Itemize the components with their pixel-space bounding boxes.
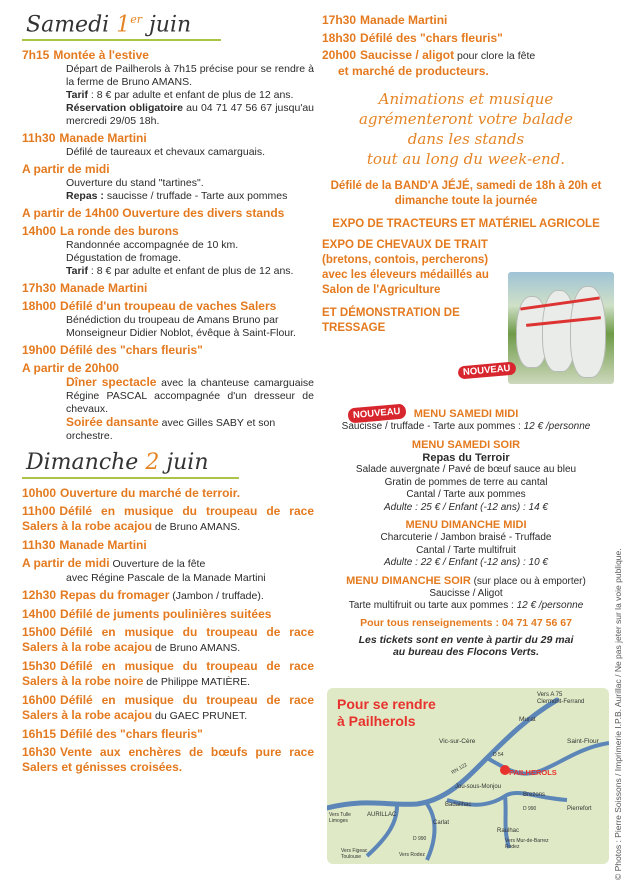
event-time: 17h30 [322,13,357,27]
event-detail: (Jambon / truffade). [169,590,264,603]
sunday-title-text: Dimanche [26,450,146,476]
event-title: Manade Martini [59,131,147,146]
menu-price: Adulte : 22 € / Enfant (-12 ans) : 10 € [384,557,548,568]
event-title: Défilé de juments poulinières suitées [60,607,272,622]
map-road-label: RN 122 [450,762,469,776]
sat-event-burons [22,224,314,278]
event-title: Manade Martini [360,13,448,27]
event-title: Défilé en musique du troupeau de race Salers à la robe acajou [22,504,314,534]
menu-price: 12 € /personne [523,421,591,432]
map-label: Jou-sous-Monjou [455,784,502,790]
event-title: A partir de 20h00 [22,361,119,376]
slogan-line: agrémenteront votre balade [358,110,574,128]
menu-price: Adulte : 25 € / Enfant (-12 ans) : 14 € [384,501,548,513]
tickets-note: au bureau des Flocons Verts. [392,646,540,658]
event-time: 16h30 [22,745,57,760]
event-title: La ronde des burons [60,224,179,239]
repas-label: Repas : [66,190,104,203]
event-title: Défilé des "chars fleuris" [60,727,203,742]
menu-item: Salade auvergnate / Pavé de bœuf sauce au bleu [355,464,577,475]
map-label: Vic-sur-Cère [439,738,476,745]
map-road-label: D 990 [523,806,537,812]
event-detail: de Philippe MATIÈRE. [143,676,250,689]
event-time: 19h00 [22,343,57,358]
event-title-line2: et marché de producteurs. [338,64,489,78]
menu-item: Saucisse / Aligot [429,587,503,599]
event-title: Défilé d'un troupeau de vaches Salers [60,299,277,314]
map-label: Brezons [523,792,546,798]
saturday-day-suffix: er [130,13,142,26]
event-time: 11h00 [22,504,56,519]
map-label-pailherols: PAILHEROLS [509,768,557,777]
sunday-event [22,625,314,656]
sunday-title [22,449,239,479]
event-detail: Départ de Pailherols à 7h15 précise pour se rendre à la ferme de Bruno AMANS. [66,63,314,89]
map-label: Vers A 75 Clermont-Ferrand [537,692,585,705]
event-time: 14h00 [22,224,57,239]
slogan-line: dans les stands [407,130,525,148]
event-title: A partir de 14h00 Ouverture des divers stands [22,206,285,221]
reservation-text: au 04 71 47 56 67 jusqu'au mercredi 29/05 18h. [66,102,314,128]
event-time: 11h30 [22,131,56,146]
sat-event-manade [22,131,314,159]
saturday-month: juin [141,12,192,38]
soiree-label: Soirée dansante [66,415,159,430]
event-detail: Bénédiction du troupeau de Amans Bruno par Monseigneur Didier Noblot, évêque à Saint-Flour. [66,314,296,340]
map-label: Vers Tulle Limoges [329,812,351,824]
sunday-day-number: 2 [145,450,160,476]
tractor-expo: EXPO DE TRACTEURS ET MATÉRIEL AGRICOLE [332,218,600,230]
event-title: Défilé des "chars fleuris" [360,31,503,45]
sun-event-aligot [322,48,610,79]
sat-event-salers [22,299,314,340]
event-title: Défilé en musique du troupeau de race Salers à la robe acajou [22,693,314,723]
sunday-event [22,486,314,501]
map-road-label: D 54 [493,752,504,758]
event-time: 15h30 [22,659,57,674]
menu-title-note: (sur place ou à emporter) [470,575,586,587]
event-title: A partir de midi [22,162,110,177]
event-time: 20h00 [322,48,357,62]
sat-event-soir [22,361,314,443]
tarif-text: : 8 € par adulte et enfant de plus de 12 ans. [87,89,294,102]
event-time: 15h00 [22,625,57,640]
event-time: 17h30 [22,281,57,296]
map-label: Saint-Flour [567,738,599,745]
map-label: Vers Rodez [399,852,425,858]
tickets-note: Les tickets sont en vente à partir du 29 mai [358,633,574,646]
menu-title: MENU DIMANCHE MIDI [405,519,527,531]
sunday-event [22,588,314,604]
event-time: 12h30 [22,588,57,603]
map-label: Badailhac [445,802,472,808]
menu-item: Cantal / Tarte aux pommes [406,489,526,500]
sunday-event [22,607,314,622]
access-map [327,688,609,864]
braiding-demo: ET DÉMONSTRATION DE TRESSAGE [322,307,460,334]
animations-slogan [322,89,610,169]
menu-subtitle: Repas du Terroir [422,451,510,464]
map-label: Raulhac [497,828,520,834]
sunday-event [22,659,314,690]
sunday-event [22,556,314,585]
menu-item: Tarte multifruit ou tarte aux pommes : [348,600,517,611]
sunday-event [22,745,314,775]
event-time: 14h00 [22,607,57,622]
menu-price: 12 € /personne [516,600,584,611]
sat-event-midi [22,162,314,203]
map-title-line: Pour se rendre [337,696,436,712]
event-detail: de Bruno AMANS. [152,642,241,655]
sat-event-stands [22,206,314,221]
map-label: Pierrefort [567,806,592,812]
slogan-line: Animations et musique [378,90,554,108]
map-road-label: D 990 [413,836,427,842]
tarif-label: Tarif [66,265,88,278]
map-label: Carlat [433,820,450,826]
menu-item: Gratin de pommes de terre au cantal [384,476,548,488]
sat-event-manade-2 [22,281,314,296]
map-label: Vers Mur-de-Barrez Rodez [505,838,549,850]
nouveau-badge: NOUVEAU [347,404,406,424]
event-title: Défilé des "chars fleuris" [60,343,203,358]
event-time: 11h30 [22,538,56,553]
event-time: 16h00 [22,693,57,708]
saturday-title [22,6,221,41]
event-title: Manade Martini [60,281,148,296]
map-title-line: à Pailherols [337,713,416,729]
event-title: Manade Martini [59,538,147,553]
event-detail: Randonnée accompagnée de 10 km. [66,239,239,252]
soiree-text: avec Gilles SABY et son orchestre. [66,417,276,443]
diner-text: avec la chanteuse camarguaise Régine PASCAL accompagnée d'un dresseur de chevaux. [66,377,314,416]
event-title: Repas du fromager [60,588,170,603]
draft-horses-photo [508,272,614,384]
sun-event-manade [322,12,610,28]
map-label: Vers Figeac Toulouse [341,848,368,860]
saturday-day-number: 1 [116,12,131,38]
reservation-label: Réservation obligatoire [66,102,183,115]
event-time: 18h30 [322,31,357,45]
diner-label: Dîner spectacle [66,375,157,390]
horse-expo: EXPO DE CHEVAUX DE TRAIT (bretons, contois, percherons) avec les éleveurs médaillés au Salon de l'Agriculture [322,239,489,296]
banda-announcement: Défilé de la BAND'A JÉJÉ, samedi de 18h à 20h et dimanche toute la journée [330,180,602,207]
event-detail: Dégustation de fromage. [66,252,181,265]
event-title: A partir de midi [22,556,110,571]
menu-item: Saucisse / truffade - Tarte aux pommes : [341,421,524,432]
event-time: 18h00 [22,299,57,314]
event-detail: pour clore la fête [454,50,536,62]
credit-text: © Photos : Pierre Soissons / Imprimerie I.P.B. Aurillac / Ne pas jeter sur la voie publique. [613,548,623,880]
event-detail: Ouverture du stand "tartines". [66,177,204,190]
event-detail: avec Régine Pascale de la Manade Martini [66,572,266,585]
event-title: Vente aux enchères de bœufs pure race Salers et génisses croisées. [22,745,314,775]
menus-section [322,404,610,659]
sunday-event [22,693,314,724]
repas-text: saucisse / truffade - Tarte aux pommes [103,190,288,203]
tarif-text: : 8 € par adulte et enfant de plus de 12 ans. [87,265,294,278]
event-time: 16h15 [22,727,57,742]
event-time: 10h00 [22,486,57,501]
menu-title: MENU DIMANCHE SOIR [346,574,471,587]
event-title: Montée à l'estive [53,48,149,63]
event-title: Saucisse / aligot [360,48,455,62]
event-detail: du GAEC PRUNET. [152,710,248,723]
credit-vertical [606,548,623,880]
sat-event-chars [22,343,314,358]
menu-title: MENU SAMEDI MIDI [413,408,519,420]
sunday-month: juin [159,450,209,476]
sat-event-estive [22,48,314,128]
event-title: Défilé en musique du troupeau de race Salers à la robe noire [22,659,314,689]
event-detail: Ouverture de la fête [109,558,206,571]
event-detail: Défilé de taureaux et chevaux camarguais. [66,146,266,159]
sun-event-chars [322,30,610,46]
map-label: AURILLAC [367,812,397,818]
map-label: Murat [519,716,536,723]
event-detail: de Bruno AMANS. [152,521,241,534]
info-phone: Pour tous renseignements : 04 71 47 56 67 [360,616,572,629]
event-title: Ouverture du marché de terroir. [60,486,241,501]
map-roads [327,688,609,864]
sunday-event [22,504,314,535]
program-left-column [22,6,314,775]
sunday-event [22,538,314,553]
saturday-title-text: Samedi [26,12,117,38]
tarif-label: Tarif [66,89,88,102]
menu-item: Cantal / Tarte multifruit [416,544,516,556]
event-time: 7h15 [22,48,50,63]
event-title: Défilé en musique du troupeau de race Salers à la robe acajou [22,625,314,655]
sunday-event-list [22,486,314,775]
slogan-line: tout au long du week-end. [366,150,566,168]
nouveau-badge: NOUVEAU [458,362,516,380]
menu-title: MENU SAMEDI SOIR [411,438,521,451]
menu-item: Charcuterie / Jambon braisé - Truffade [380,532,552,543]
sunday-event [22,727,314,742]
